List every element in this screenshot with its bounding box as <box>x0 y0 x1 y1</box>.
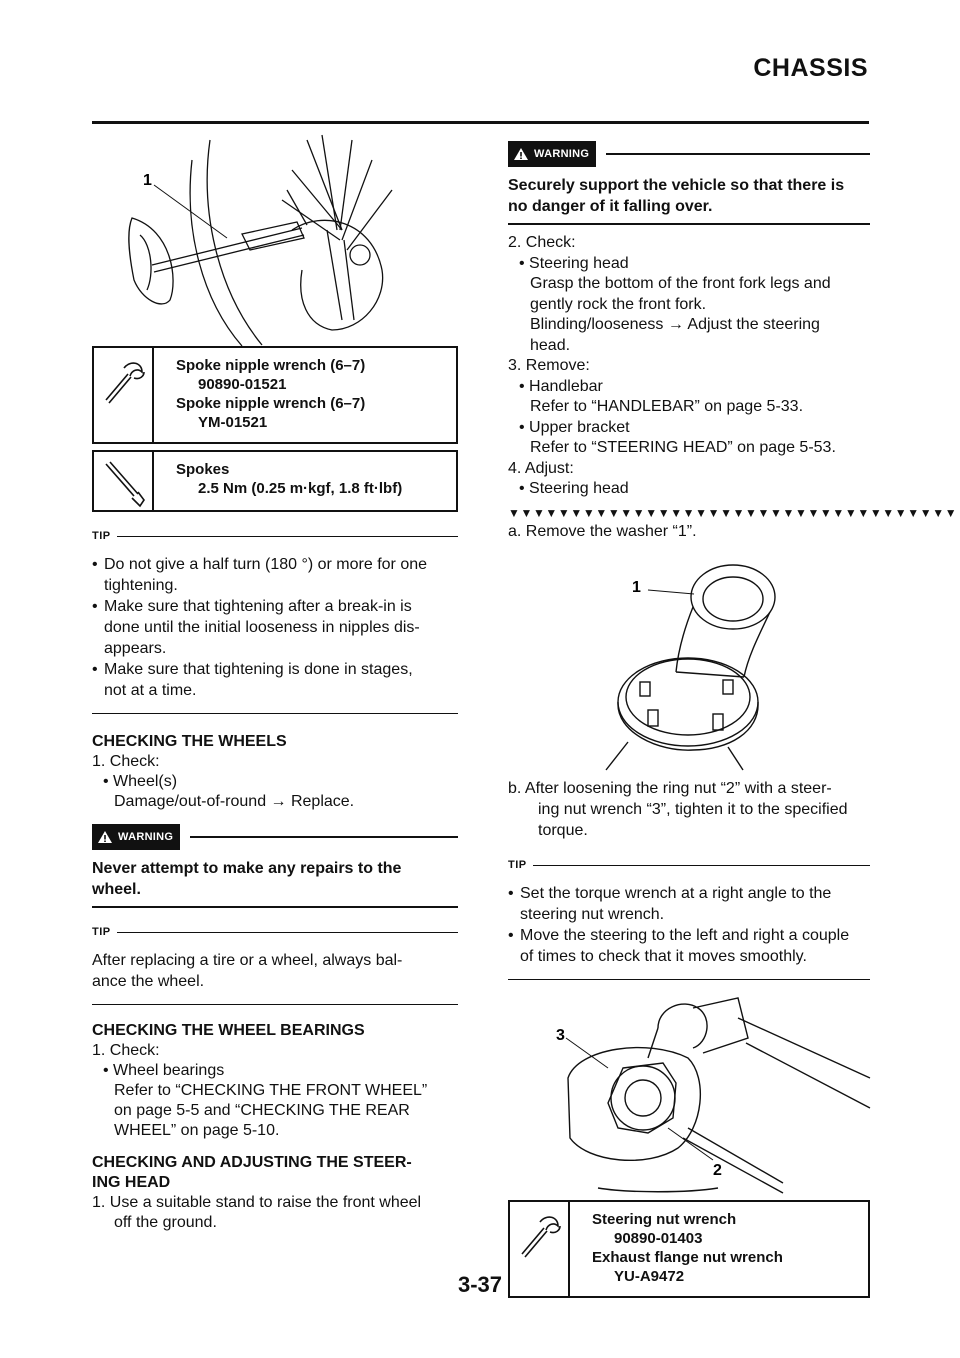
tip-label: TIP <box>508 858 527 871</box>
step-bullet: • Handlebar <box>519 377 603 395</box>
step-reference: Refer to “CHECKING THE FRONT WHEEL” <box>114 1082 428 1099</box>
tip-end-rule <box>92 713 458 714</box>
tool-number: YU-A9472 <box>614 1267 685 1285</box>
torque-spec-box <box>92 450 458 512</box>
sub-step: a. Remove the washer “1”. <box>508 522 697 540</box>
warning-text: Never attempt to make any repairs to the wheel. <box>92 860 402 898</box>
step-detail: Blinding/looseness → Adjust the steering <box>530 316 820 333</box>
tip-end-rule <box>92 1004 458 1005</box>
tip-list <box>508 883 870 967</box>
special-tool-box <box>92 346 458 444</box>
tip-item: • Move the steering to the left and right a couple of times to check that it moves smoothly. <box>508 926 850 965</box>
tip-item: • Set the torque wrench at a right angle to the steering nut wrench. <box>508 884 832 923</box>
section-steering-head <box>92 1153 458 1233</box>
tip-item: • Make sure that tightening is done in stages, not at a time. <box>92 661 413 699</box>
right-column <box>508 130 958 1298</box>
step-reference: Refer to “STEERING HEAD” on page 5-53. <box>530 439 836 456</box>
tip-end-rule <box>508 979 870 980</box>
tip-list <box>92 554 458 701</box>
steering-washer-illustration <box>508 542 870 770</box>
warning-end-rule <box>508 223 870 225</box>
step-bullet: • Upper bracket <box>519 418 630 436</box>
torque-wrench-icon <box>94 452 154 510</box>
section-checking-wheels <box>92 732 458 812</box>
step-detail: Damage/out-of-round → Replace. <box>114 793 355 810</box>
page-header-title: CHASSIS <box>753 54 868 82</box>
wrench-icon <box>94 348 154 442</box>
warning-triangle-icon <box>513 147 529 161</box>
section-title: CHECKING THE WHEELS <box>92 733 287 750</box>
section-wheel-bearings <box>92 1021 458 1141</box>
step-text: off the ground. <box>114 1214 217 1231</box>
section-title: CHECKING THE WHEEL BEARINGS <box>92 1022 365 1039</box>
tool-name: Spoke nipple wrench (6–7) <box>176 357 366 374</box>
step-text: 1. Use a suitable stand to raise the front wheel <box>92 1194 422 1211</box>
section-title: CHECKING AND ADJUSTING THE STEER- <box>92 1154 412 1171</box>
step-reference: WHEEL” on page 5-10. <box>114 1122 280 1139</box>
section-title: ING HEAD <box>92 1174 171 1191</box>
tool-number: YM-01521 <box>198 414 268 431</box>
step-bullet: • Steering head <box>519 480 629 497</box>
warning-end-rule <box>92 906 458 908</box>
step-reference: Refer to “HANDLEBAR” on page 5-33. <box>530 398 804 415</box>
washer-figure <box>508 542 870 770</box>
tool-number: 90890-01403 <box>614 1229 703 1247</box>
step-label: 1. Check: <box>92 753 160 770</box>
tool-number: 90890-01521 <box>198 376 287 393</box>
tool-name: Spoke nipple wrench (6–7) <box>176 395 366 412</box>
page-number: 3-37 <box>457 1272 503 1297</box>
procedure-start-marker: ▼▼▼▼▼▼▼▼▼▼▼▼▼▼▼▼▼▼▼▼▼▼▼▼▼▼▼▼▼▼▼▼▼▼▼▼ <box>508 505 958 520</box>
figure-callout-1: 1 <box>143 172 152 189</box>
step-bullet: • Steering head <box>519 254 629 272</box>
tip-item: • Make sure that tightening after a break-in is done until the initial looseness in nipples dis- appears. <box>92 598 420 657</box>
tip-text: After replacing a tire or a wheel, always bal- ance the wheel. <box>92 952 403 990</box>
header-rule <box>92 121 869 124</box>
steering-steps <box>508 233 870 500</box>
tip-header <box>92 526 458 546</box>
step-bullet: • Wheel bearings <box>103 1062 225 1079</box>
tool-name: Exhaust flange nut wrench <box>592 1248 783 1266</box>
step-label: 4. Adjust: <box>508 459 574 477</box>
tool-name: Steering nut wrench <box>592 1210 737 1228</box>
tip-header <box>92 922 458 942</box>
step-label: 2. Check: <box>508 234 576 251</box>
step-label: 3. Remove: <box>508 357 590 374</box>
step-label: 1. Check: <box>92 1042 160 1059</box>
step-bullet: • Wheel(s) <box>103 773 178 790</box>
spoke-wrench-illustration <box>92 130 458 346</box>
tip-header <box>508 855 870 875</box>
torque-item: Spokes <box>176 461 230 478</box>
torque-value: 2.5 Nm (0.25 m·kgf, 1.8 ft·lbf) <box>198 480 403 497</box>
step-detail: gently rock the front fork. <box>530 295 707 313</box>
warning-badge: WARNING <box>508 141 596 167</box>
spoke-wrench-figure <box>92 130 458 346</box>
tip-label: TIP <box>92 530 111 542</box>
figure-callout-2: 2 <box>713 1161 722 1179</box>
step-reference: on page 5-5 and “CHECKING THE REAR <box>114 1102 410 1119</box>
ring-nut-wrench-illustration <box>508 988 870 1196</box>
sub-step-b: b. After loosening the ring nut “2” with a steer- ing nut wrench “3”, tighten it to the specified torque. <box>508 779 848 839</box>
warning-triangle-icon <box>97 830 113 844</box>
step-detail: head. <box>530 336 571 354</box>
figure-callout-3: 3 <box>556 1026 565 1044</box>
tip-item: • Do not give a half turn (180 °) or more for one tightening. <box>92 556 428 594</box>
left-column <box>92 130 458 1233</box>
step-detail: Grasp the bottom of the front fork legs and <box>530 275 831 292</box>
figure-callout-1: 1 <box>632 578 641 596</box>
ring-nut-wrench-figure <box>508 988 870 1196</box>
warning-header <box>92 824 458 850</box>
warning-text: Securely support the vehicle so that there is no danger of it falling over. <box>508 177 845 215</box>
warning-badge: WARNING <box>92 824 180 850</box>
warning-header <box>508 141 870 167</box>
tip-label: TIP <box>92 926 111 938</box>
